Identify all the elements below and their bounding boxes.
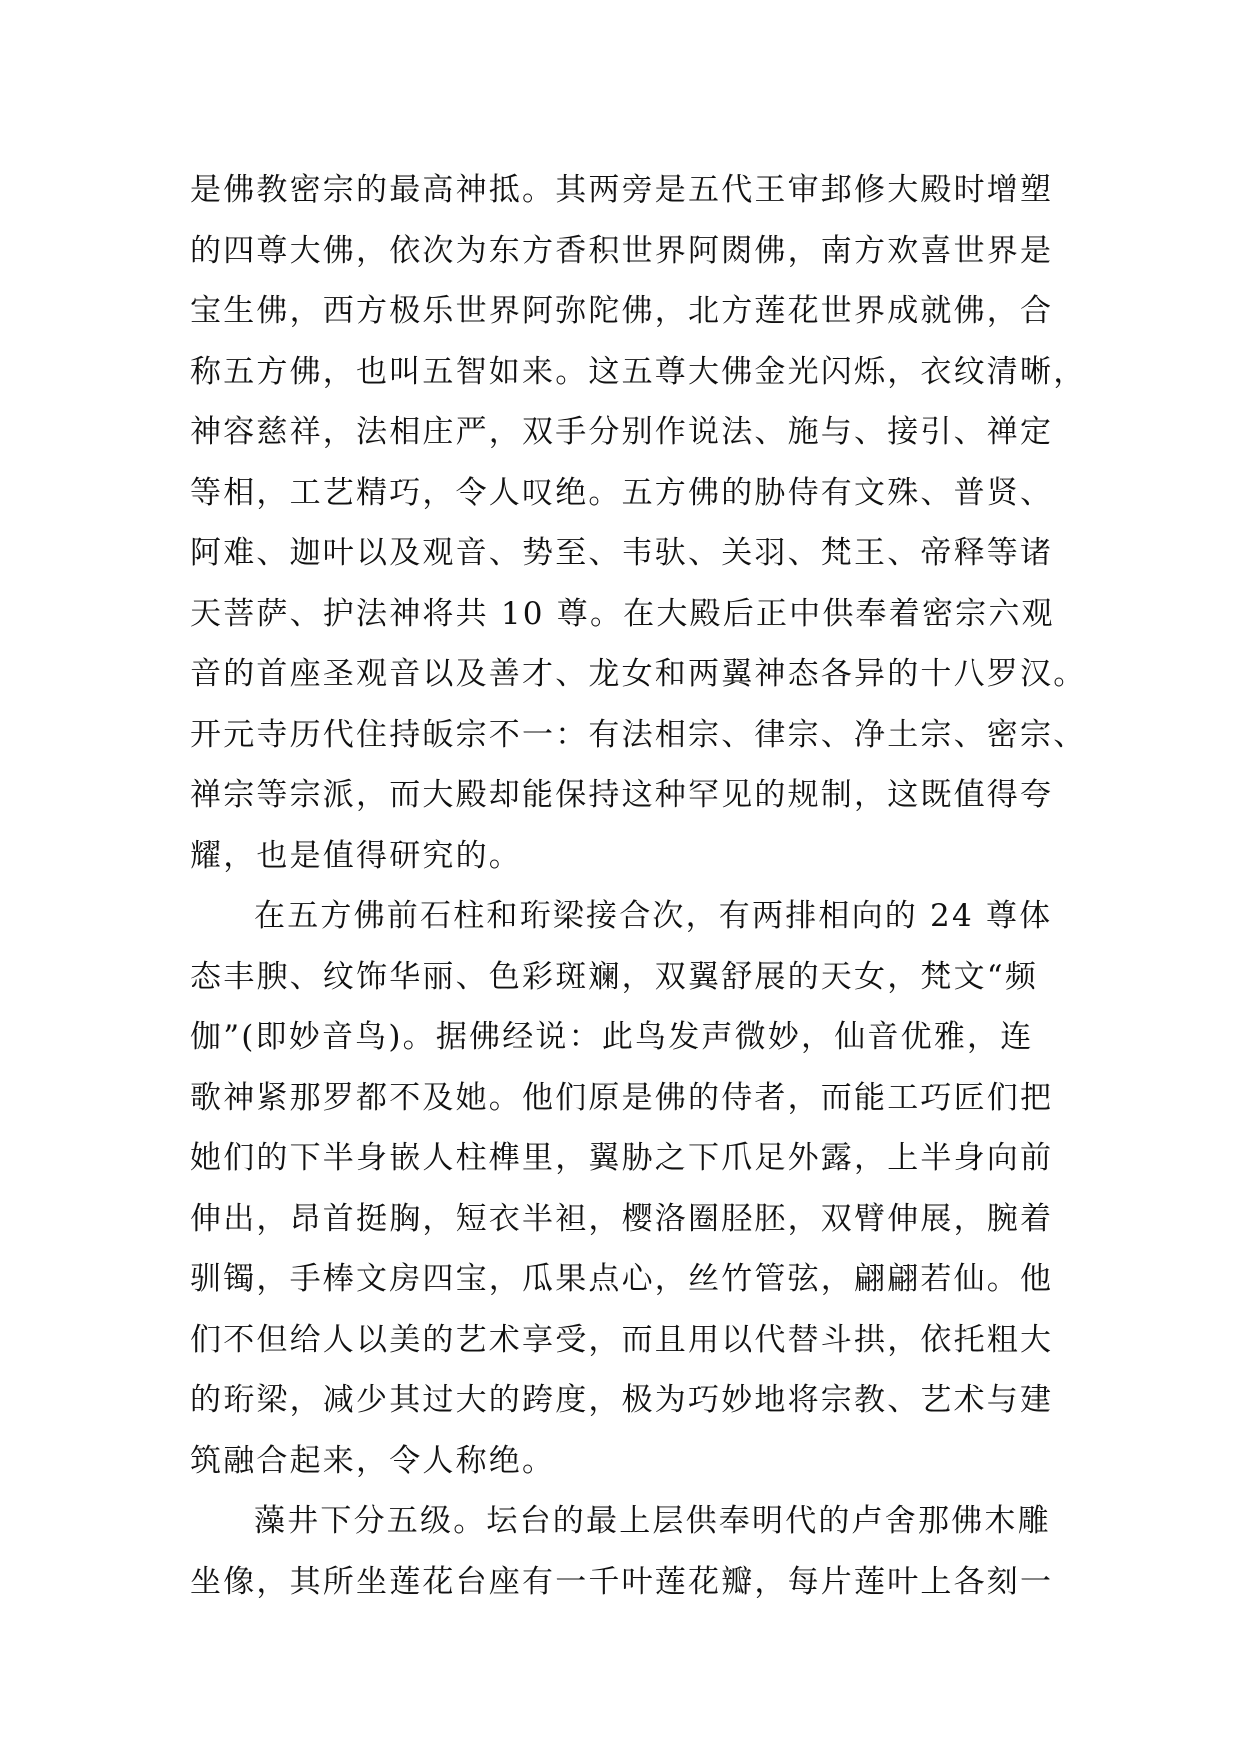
text-line: 等相，工艺精巧，令人叹绝。五方佛的胁侍有文殊、普贤、 — [190, 474, 1054, 511]
paragraph-first-line: 藻井下分五级。坛台的最上层供奉明代的卢舍那佛木雕 — [254, 1503, 1051, 1539]
text-line: 称五方佛，也叫五智如来。这五尊大佛金光闪烁，衣纹清晰， — [190, 353, 1087, 390]
text-line: 伽”(即妙音鸟)。据佛经说：此鸟发声微妙，仙音优雅，连 — [190, 1019, 1034, 1055]
text-line: 的珩梁，减少其过大的跨度，极为巧妙地将宗教、艺术与建 — [190, 1382, 1054, 1418]
text-line: 禅宗等宗派，而大殿却能保持这种罕见的规制，这既值得夸 — [190, 777, 1054, 813]
text-line: 她们的下半身嵌人柱榫里，翼胁之下爪足外露，上半身向前 — [190, 1140, 1054, 1176]
text-line: 歌神紧那罗都不及她。他们原是佛的侍者，而能工巧匠们把 — [190, 1079, 1054, 1116]
text-line: 神容慈祥，法相庄严，双手分别作说法、施与、接引、禅定 — [190, 414, 1054, 450]
text-line: 开元寺历代住持皈宗不一：有法相宗、律宗、净土宗、密宗、 — [190, 716, 1087, 753]
text-line: 驯镯，手棒文房四宝，瓜果点心，丝竹管弦，翩翩若仙。他 — [190, 1261, 1054, 1297]
body-text — [190, 160, 1087, 1612]
text-line: 音的首座圣观音以及善才、龙女和两翼神态各异的十八罗汉。 — [190, 656, 1087, 692]
text-line: 态丰腴、纹饰华丽、色彩斑斓，双翼舒展的天女，梵文“频 — [190, 958, 1039, 995]
text-line: 宝生佛，西方极乐世界阿弥陀佛，北方莲花世界成就佛，合 — [190, 293, 1054, 329]
text-line: 伸出，昂首挺胸，短衣半袒，樱洛圈胫胚，双臂伸展，腕着 — [190, 1200, 1054, 1237]
text-line: 阿难、迦叶以及观音、势至、韦驮、关羽、梵王、帝释等诸 — [190, 535, 1054, 571]
text-line: 坐像，其所坐莲花台座有一千叶莲花瓣，每片莲叶上各刻一 — [190, 1563, 1054, 1600]
text-line: 们不但给人以美的艺术享受，而且用以代替斗拱，依托粗大 — [190, 1321, 1054, 1358]
text-line: 耀，也是值得研究的。 — [190, 837, 522, 874]
text-line: 的四尊大佛，依次为东方香积世界阿閦佛，南方欢喜世界是 — [190, 232, 1054, 269]
text-line: 是佛教密宗的最高神抵。其两旁是五代王审邽修大殿时增塑 — [190, 172, 1054, 208]
text-line: 天菩萨、护法神将共 10 尊。在大殿后正中供奉着密宗六观 — [190, 595, 1055, 632]
text-line: 筑融合起来，令人称绝。 — [190, 1442, 556, 1479]
paragraph-first-line: 在五方佛前石柱和珩梁接合次，有两排相向的 24 尊体 — [254, 898, 1053, 934]
